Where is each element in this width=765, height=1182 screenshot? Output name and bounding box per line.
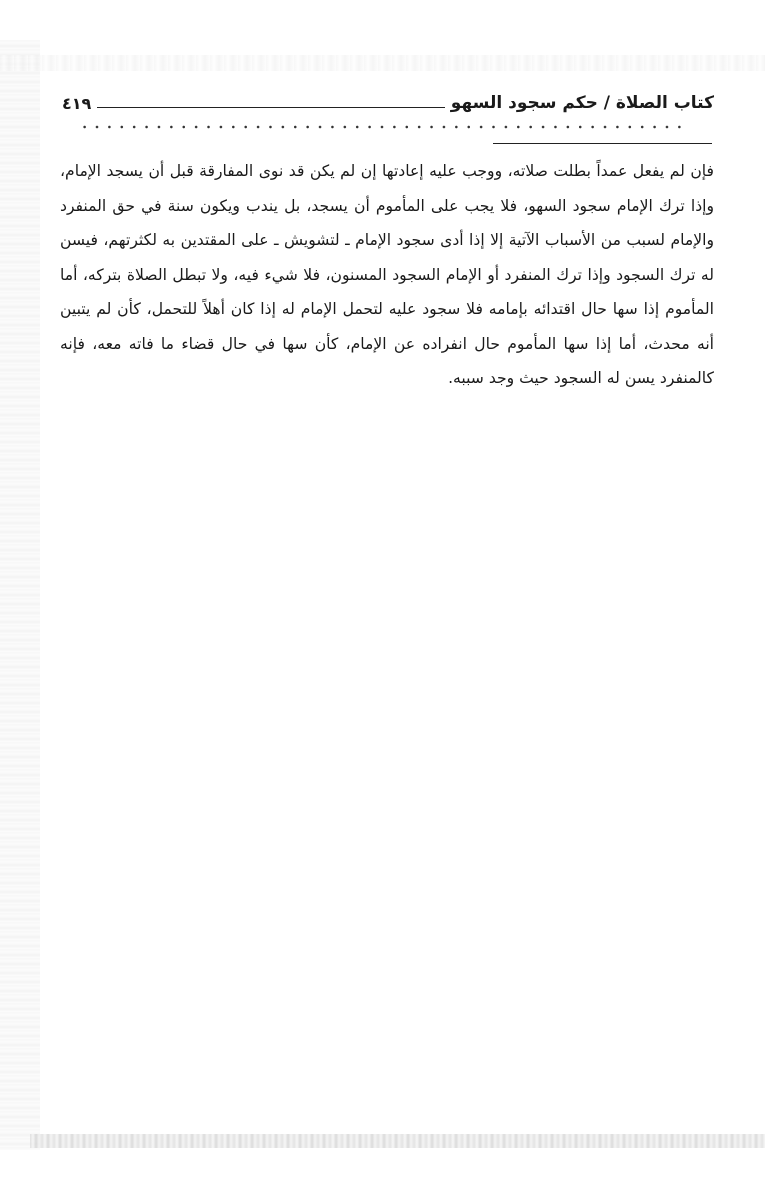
running-header [62, 86, 714, 114]
body-paragraph: فإن لم يفعل عمداً بطلت صلاته، ووجب عليه إعادتها إن لم يكن قد نوى المفارقة قبل أن يسجد الإمام، وإذا ترك الإمام سجود السهو، فلا يجب على المأموم أن يسجد، بل يندب ويكون سنة في حق المنفرد والإمام لسبب من الأسباب الآتية إلا إذا أدى سجود الإمام ـ لتشويش ـ على المقتدين به لكثرتهم، فيسن له ترك السجود وإذا ترك المنفرد أو الإمام السجود المسنون، فلا شيء فيه، ولا تبطل الصلاة بتركه، أما المأموم إذا سها حال اقتدائه بإمامه فلا سجود عليه لتحمل الإمام له إذا كان أهلاً للتحمل، كأن لم يتبين أنه محدث، أما إذا سها المأموم حال انفراده عن الإمام، كأن سها في حال قضاء ما فاته معه، فإنه كالمنفرد يسن له السجود حيث وجد سببه. [60, 162, 714, 387]
dotted-separator [76, 120, 688, 134]
header-rule [97, 107, 444, 108]
scan-noise-top [0, 55, 765, 71]
scan-noise-left [0, 40, 40, 1150]
page-number: ٤١٩ [62, 94, 92, 113]
scan-noise-bottom [30, 1134, 765, 1148]
header-title: كتاب الصلاة / حكم سجود السهو [450, 93, 714, 113]
section-rule [493, 143, 712, 144]
